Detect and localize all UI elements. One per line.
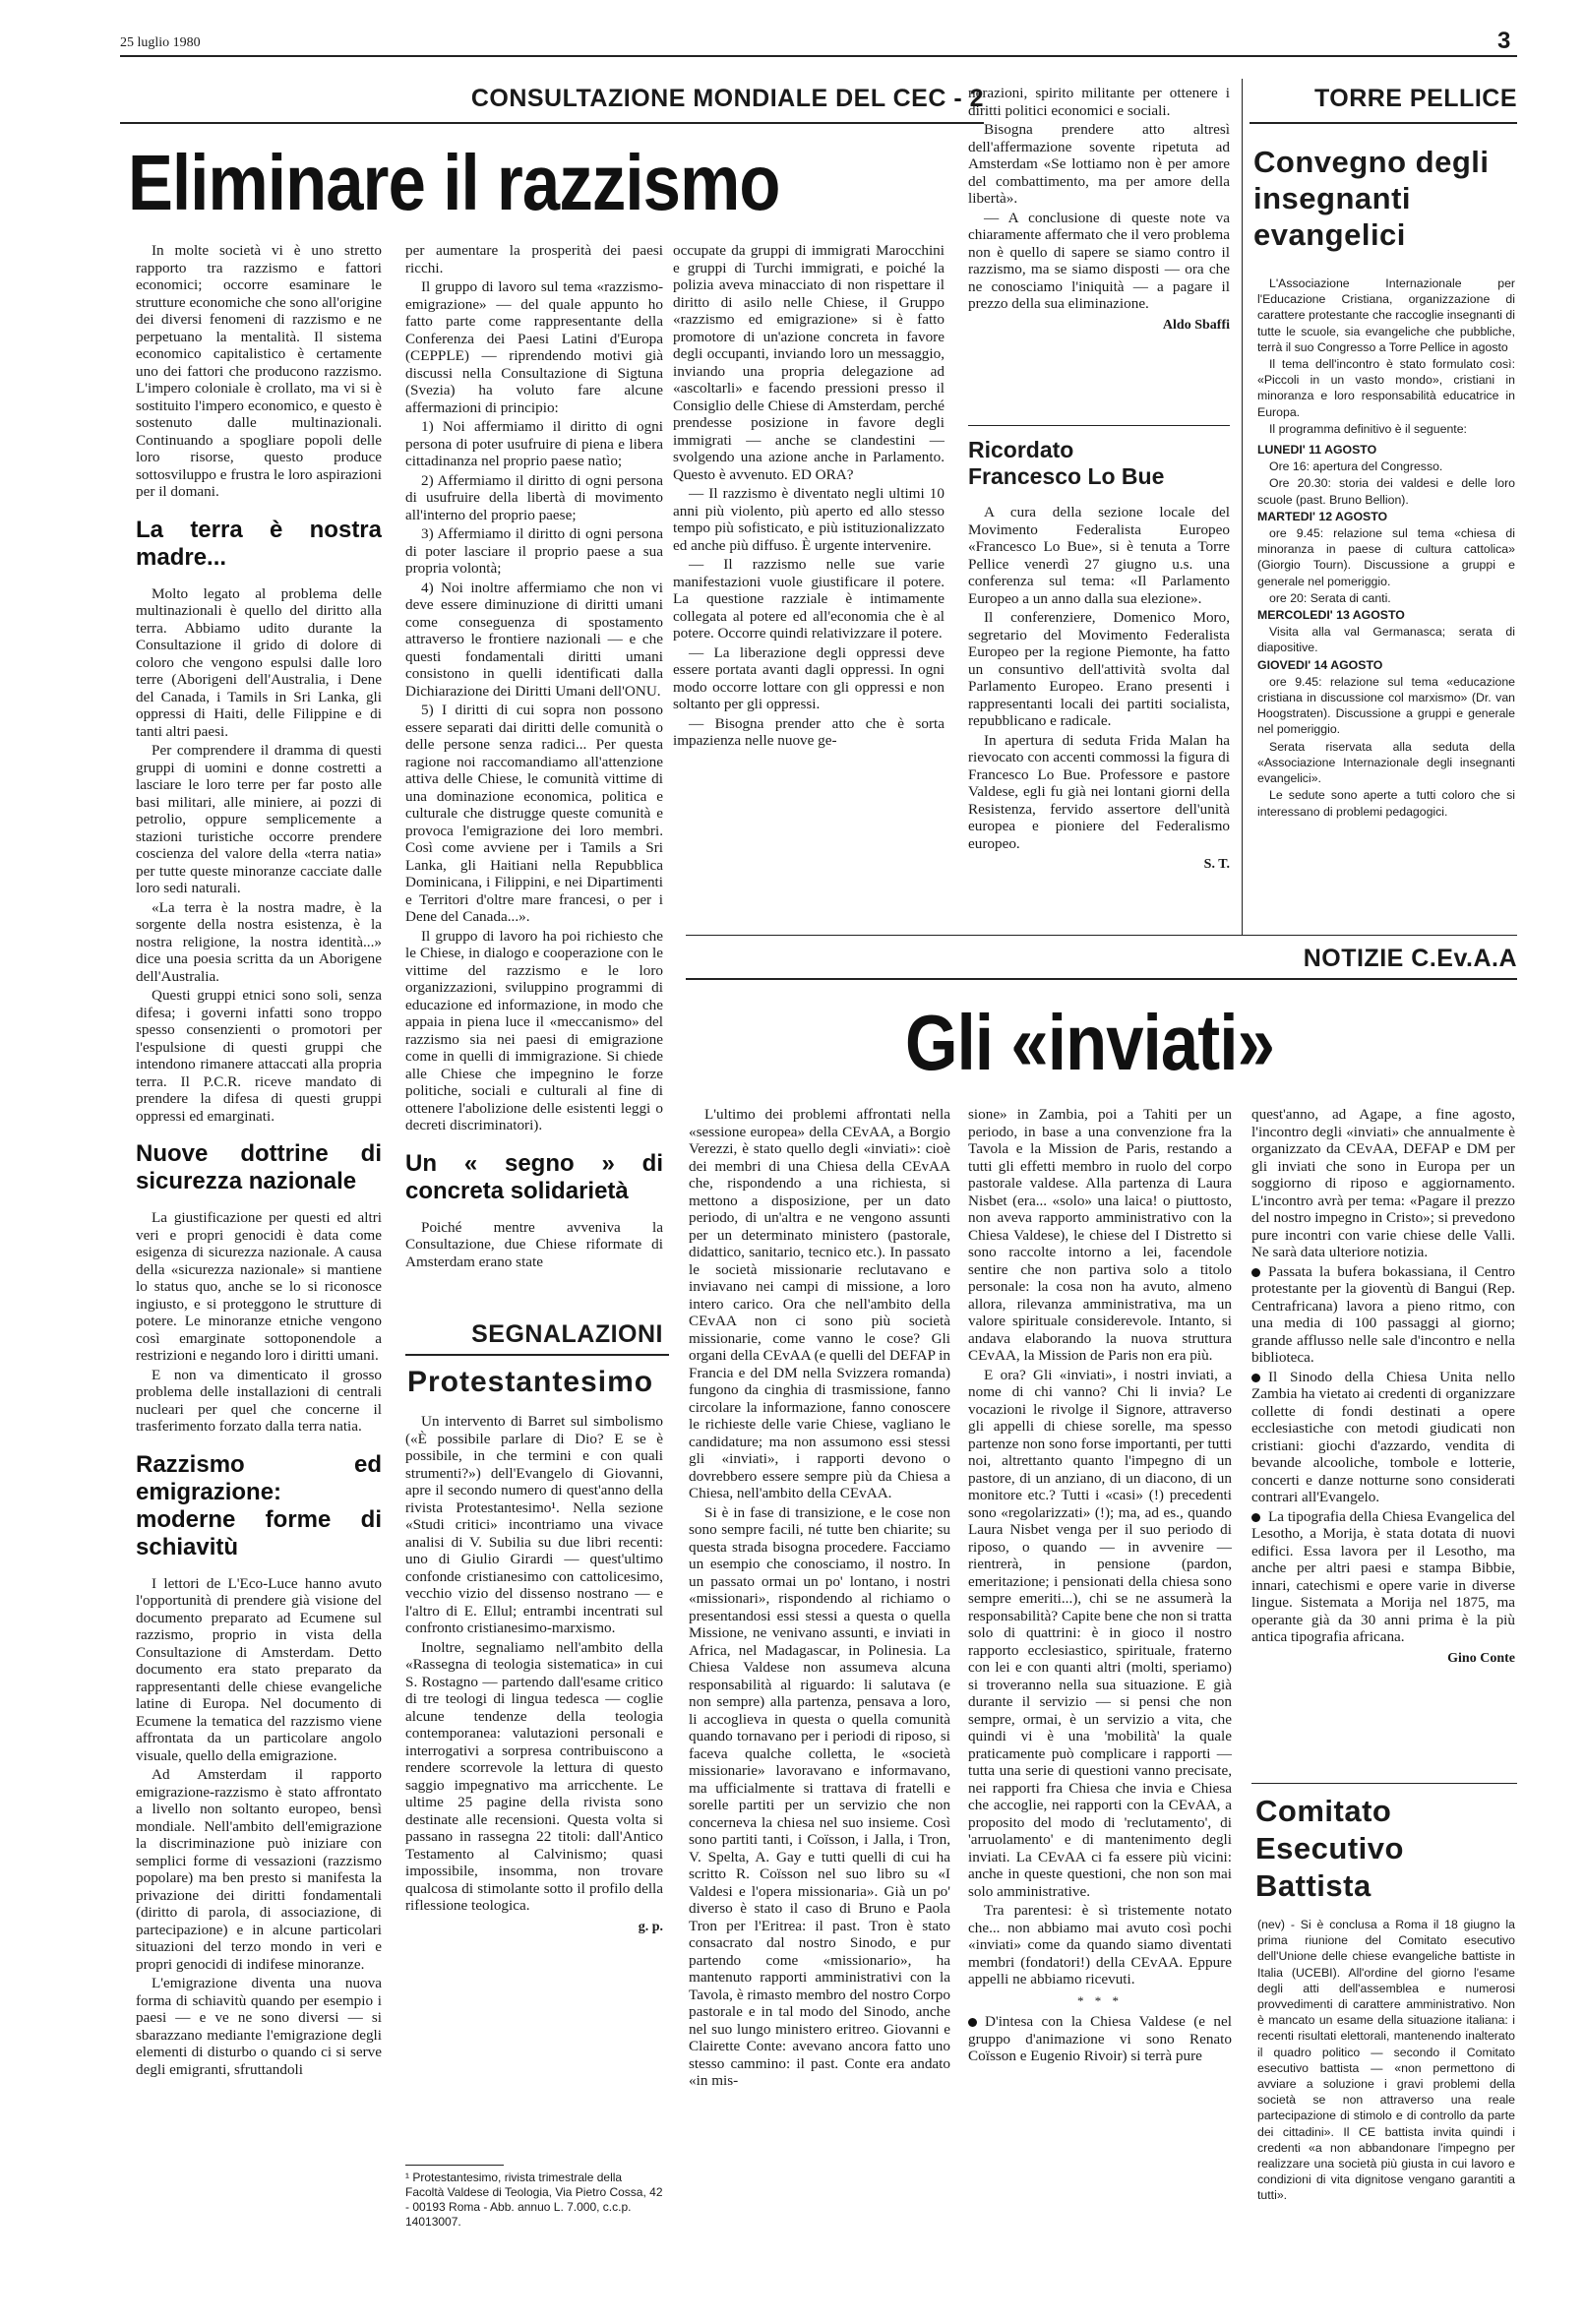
paragraph: La giustificazione per questi ed altri veri e propri genocidi è data come esigenza di sicurezza nazionale. A causa della «sicurezza nazionale» si mantiene lo status quo, anche se lo si riconosce ingiusto, e si proteggono le strutture di potere. Le minoranze etniche vengono così emarginate sottoponendole a restrizioni e negando loro i diritti umani. — [136, 1209, 382, 1364]
paragraph: Il gruppo di lavoro sul tema «razzismo-emigrazione» — del quale appunto ho fatto parte come rappresentante della Conferenza dei Paesi Latini d'Europa (CEPPLE) — riprendendo motivi già discussi nella Consultazione di Sigtuna (Svezia) ha voluto fare alcune affermazioni di principio: — [405, 278, 663, 416]
news-item-text: Il Sinodo della Chiesa Unita nello Zambia ha vietato ai credenti di organizzare collette di fondi destinati a opere ecclesiastiche con metodi giudicati non cristiani: giochi d'azzardo, vendita di bevande alcooliche, tombole e lotterie, concerti e danze notturne sono considerati contrari all'Evangelo. — [1251, 1368, 1515, 1505]
paragraph: Questi gruppi etnici sono soli, senza difesa; i governi infatti sono troppo spesso consenzienti o promotori per l'espulsione di questi gruppi che intendono rimanere attaccati alla propria terra. Il P.C.R. riceve mandato di prendere la difesa di questi gruppi oppressi ed emarginati. — [136, 987, 382, 1125]
footnote-rule — [405, 2165, 504, 2166]
schedule-day: GIOVEDI' 14 AGOSTO — [1257, 657, 1383, 672]
paragraph: — Il razzismo nelle sue varie manifestazioni vuole giustificare il potere. La questione razziale è intimamente collegata al potere ed all'economia che è al potere. Occorre quindi relativizzare il potere. — [673, 556, 945, 642]
signature: g. p. — [638, 1919, 663, 1934]
battista-title: Comitato Esecutivo Battista — [1255, 1794, 1404, 1903]
notizie-kicker: NOTIZIE C.Ev.A.A — [1303, 945, 1517, 972]
paragraph: Un intervento di Barret sul simbolismo («È possibile parlare di Dio? E se è possibile, in che termini e con quali strumenti?») dell'Evangelo di Giovanni, apre il secondo numero di quest'anno della rivista Protestantesimo¹. Nella sezione «Studi critici» incontriamo una vivace analisi di V. Subilia su due libri recenti: uno di Giulio Girardi — quest'ultimo confonde cristianesimo con cattolicesimo, vecchio vizio del dissenso nostrano — e l'altro di E. Ellul; entrambi incentrati sul confronto cristianesimo-marxismo. — [405, 1413, 663, 1636]
segnalazioni-body — [405, 1413, 663, 2161]
paragraph: Il programma definitivo è il seguente: — [1269, 421, 1467, 436]
paragraph: 1) Noi affermiamo il diritto di ogni persona di poter usufruire di piena e libera cittadinanza nel proprio paese natìo; — [405, 418, 663, 469]
main-title: Eliminare il razzismo — [128, 139, 780, 226]
subheading-emigrazione: Razzismo ed emigrazione: moderne forme di schiavitù — [136, 1450, 382, 1560]
lobue-rule — [968, 425, 1230, 426]
paragraph: occupate da gruppi di immigrati Marocchini e gruppi di Turchi immigrati, e poiché la polizia aveva minacciato di non rispettare il diritto di asilo nelle Chiese, il Gruppo «razzismo ed emigrazione» si è fatto promotore di un'azione concreta in favore degli occupanti, inviando loro un messaggio, inviando una propria delegazione ad «ascoltarli» e facendo pressioni presso il Consiglio delle Chiese di Amsterdam, perché prendesse posizione in favore degli immigrati — anche se clandestini — svolgendo una azione anche in Parlamento. Questo è avvenuto. ED ORA? — [673, 242, 945, 483]
news-item-text: Passata la bufera bokassiana, il Centro protestante per la gioventù di Bangui (Rep. Centrafricana) lavora a pieno ritmo, con una media di 100 passaggi al giorno; grande afflusso nelle sale d'incontro e nella biblioteca. — [1251, 1262, 1515, 1366]
segnalazioni-title: Protestantesimo — [407, 1366, 654, 1398]
paragraph: Tra parentesi: è sì tristemente notato che... non abbiamo mai avuto così pochi «inviati» come da quando siamo diventati membri (fondatori!) della CEvAA. Eppure appelli ne abbiamo ricevuti. — [968, 1902, 1232, 1988]
schedule-item: ore 9.45: relazione sul tema «chiesa di minoranza in paese di cultura cattolica» (Giorgio Tourn). Discussione a gruppi e generale nel pomeriggio. — [1257, 526, 1515, 588]
paragraph: Bisogna prendere atto altresì dell'affermazione sovente ripetuta ad Amsterdam «Se lottiamo non è per amore del combattimento, ma per amore della libertà». — [968, 121, 1230, 207]
subheading-terra: La terra è nostra madre... — [136, 516, 382, 571]
schedule-item: Serata riservata alla seduta della «Associazione Internazionale degli insegnanti evangelici». — [1257, 739, 1515, 786]
schedule-item: ore 9.45: relazione sul tema «educazione cristiana in discussione col marxismo» (Dr. van Hoogstraten). Discussione a gruppi e generale nel pomeriggio. — [1257, 674, 1515, 737]
paragraph: Poiché mentre avveniva la Consultazione, due Chiese riformate di Amsterdam erano state — [405, 1218, 663, 1270]
paragraph: 2) Affermiamo il diritto di ogni persona di usufruire della libertà di movimento all'interno del proprio paese; — [405, 471, 663, 523]
schedule-item: Visita alla val Germanasca; serata di diapositive. — [1257, 625, 1515, 655]
paragraph: Per comprendere il dramma di questi gruppi di uomini e donne costretti a lasciare le loro terre per far posto alle basi militari, alle miniere, ai pozzi di petrolio, oppure semplicemente a stazioni turistiche occorre prendere coscienza del valore della «terra natia» per tutte queste minoranze cacciate dalle loro sedi naturali. — [136, 742, 382, 896]
separator-stars: * * * — [1077, 1992, 1123, 2008]
paragraph: quest'anno, ad Agape, a fine agosto, l'incontro degli «inviati» che annualmente è organizzato da CEvAA, DEFAP e DM per gli inviati che sono in Europa per un soggiorno di riposo e aggiornamento. L'incontro avrà per tema: «Pagare il prezzo del nostro impegno in Cristo»; si prevedono pure incontri con varie chiese delle Valli. Ne sarà data ulteriore notizia. — [1251, 1106, 1515, 1260]
paragraph: In apertura di seduta Frida Malan ha rievocato con accenti commossi la figura di Francesco Lo Bue. Professore e pastore Valdese, egli fu già nei lontani giorni della Resistenza, fervido assertore dell'unità europea e pioniere del Federalismo europeo. — [968, 731, 1230, 852]
column-rule — [1242, 79, 1243, 935]
notizie-col-3 — [1251, 1106, 1515, 1765]
paragraph: «La terra è la nostra madre, è la sorgente della nostra esistenza, è la nostra religione, la nostra identità...» dice una poesia scritta da un Aborigene dell'Australia. — [136, 898, 382, 985]
paragraph: Il conferenziere, Domenico Moro, segretario del Movimento Federalista Europeo per la regione Piemonte, ha fatto un consuntivo dell'attività svolta dal Parlamento Europeo. Erano presenti i rappresentanti locali dei partiti socialista, repubblicano e radicale. — [968, 609, 1230, 729]
paragraph: A cura della sezione locale del Movimento Federalista Europeo «Francesco Lo Bue», si è tenuta a Torre Pellice venerdì 27 giugno u.s. una conferenza sul tema: «Il Parlamento Europeo a un anno dalla sua elezione». — [968, 504, 1230, 607]
signature: Aldo Sbaffi — [1162, 317, 1230, 333]
paragraph: Molto legato al problema delle multinazionali è quello del diritto alla terra. Abbiamo udito durante la Consultazione il grido di dolore di coloro che vengono espulsi dalle loro terre (Aborigeni dell'Australia, i Dene del Canada, i Tamils in Sri Lanka, gli oppressi di Haiti, delle Filippine e di tanti altri paesi. — [136, 584, 382, 740]
paragraph: Inoltre, segnaliamo nell'ambito della «Rassegna di teologia sistematica» in cui S. Rostagno — partendo dall'esame critico di tre teologi di lingua tedesca — coglie alcune tendenze della teologia contemporanea: valutazioni personali e interrogativi a sorpresa contribuiscono a rendere scorrevole la lettura di questo saggio impegnativo ma arricchente. Le ultime 25 pagine della rivista sono destinate alle recensioni. Questa volta si passano in rassegna 22 titoli: dall'Antico Testamento al Calvinismo; quasi impossibile, insomma, non trovare qualcosa di stimolante sotto il profilo della riflessione teologica. — [405, 1638, 663, 1914]
paragraph: — La liberazione degli oppressi deve essere portata avanti dagli oppressi. In ogni modo occorre lottare con gli oppressi e non soltanto per gli oppressi. — [673, 643, 945, 712]
news-item — [1251, 1508, 1515, 1646]
paragraph: — A conclusione di queste note va chiaramente affermato che il vero problema non è quello di sapere se siamo contro il razzismo, ma se siamo disposti — ora che ne conosciamo l'iniquità — a pagare il prezzo della sua eliminazione. — [968, 209, 1230, 312]
paragraph: 5) I diritti di cui sopra non possono essere separati dai diritti delle comunità o delle persone senza radici... Per questa ragione noi raccomandiamo all'attenzione attiva delle Chiese, le comunità vittime di una dominazione economica, politica e culturale che distrugge queste comunità e provoca l'emigrazione dei loro membri. Così come avviene per i Tamils a Sri Lanka, gli Haitiani nella Repubblica Dominicana, i Filippini, e nei Dipartimenti e Territori d'oltre mare francesi, o per i Dene del Canada...». — [405, 702, 663, 925]
battista-body — [1257, 1917, 1515, 2305]
news-item — [1251, 1263, 1515, 1367]
paragraph: — Bisogna prender atto che è sorta impazienza nelle nuove ge- — [673, 714, 945, 749]
main-col-2 — [405, 242, 663, 1285]
main-col-4 — [968, 85, 1230, 478]
segnalazioni-kicker: SEGNALAZIONI — [471, 1320, 663, 1348]
torre-body — [1257, 275, 1515, 925]
schedule-item: Ore 20.30: storia dei valdesi e delle loro scuole (past. Bruno Bellion). — [1257, 476, 1515, 507]
main-kicker-rule — [120, 122, 984, 124]
segnalazioni-footnote: ¹ Protestantesimo, rivista trimestrale della Facoltà Valdese di Teologia, Via Pietro Cossa, 42 - 00193 Roma - Abb. annuo L. 7.000, c.c.p. 14013007. — [405, 2171, 663, 2229]
paragraph: E non va dimenticato il grosso problema delle installazioni di centrali nucleari per quel che concerne il trasferimento forzato dalla terra natia. — [136, 1366, 382, 1435]
torre-kicker: TORRE PELLICE — [1313, 85, 1517, 112]
paragraph: 4) Noi inoltre affermiamo che non vi deve essere diminuzione di diritti umani come conseguenza di spostamento attraverso le frontiere nazionali — e che questi fondamentali diritti umani consistono in quelli identificati dalla Dichiarazione dei Diritti Umani dell'ONU. — [405, 579, 663, 700]
notizie-col-1 — [689, 1106, 950, 2306]
paragraph: I lettori de L'Eco-Luce hanno avuto l'opportunità di prendere già visione del documento preparato ad Ecumene sul razzismo, proprio in vista della Consultazione di Amsterdam. Detto documento era stato preparato da rappresentanti delle chiese evangeliche latine di Europa. Nel documento di Ecumene la tematica del razzismo viene affrontata da un particolare angolo visuale, quello della emigrazione. — [136, 1574, 382, 1764]
paragraph: E ora? Gli «inviati», i nostri inviati, a nome di chi vanno? Chi li invia? Le vocazioni le rivolge il Signore, attraverso gli appelli di chiese sorelle, ma spesso partenze non sono forse importanti, per tutti noi, altrettanto quanto l'impegno di un pastore, di un anziano, di un diacono, di un monitore etc.? Tutti i «casi» (!) precedenti sono «regolarizzati» (!); ma, ad es., quando Laura Nisbet venga per il suo periodo di riposo, o quando — in avvenire — rientrerà, in pensione (pardon, emeritazione; i pensionati della chiesa sono sempre emeriti...), chi se ne assumerà la responsabilità? Capite bene che non si tratta solo di quattrini: è in gioco il nostro rapporto ecclesiastico, spirituale, fraterno con lei e con quanti altri (molti, speriamo) si troveranno nella sua situazione. E già durante il servizio — si pensi che non sempre, ormai, è un servizio a vita, che quindi vi è una 'mobilità' la quale praticamente può complicare i rapporti — tutta una serie di questioni vanno precisate, nei rapporti fra Chiesa che invia e Chiesa che accoglie, nei rapporti con la CEvAA, a proposito del modo di 'reclutamento', di 'arruolamento' e di mantenimento degli inviati. La CEvAA ci fa essere più vicini: anche in queste questioni, che non son mai solo amministrative. — [968, 1366, 1232, 1900]
torre-kicker-rule — [1250, 122, 1517, 124]
bullet-icon — [1251, 1513, 1260, 1522]
lobue-article — [968, 437, 1230, 919]
paragraph: — Il razzismo è diventato negli ultimi 10 anni più violento, più aperto ed allo stesso tempo più sofisticato, e più istituzionalizzato ed anche più diffuso. È urgente intervenire. — [673, 485, 945, 554]
main-col-1 — [136, 242, 382, 2308]
news-item-text: D'intesa con la Chiesa Valdese (e nel gruppo d'animazione vi sono Renato Coïsson e Eugenio Rivoir) si terrà pure — [968, 2013, 1232, 2064]
paragraph: per aumentare la prosperità dei paesi ricchi. — [405, 242, 663, 276]
torre-title: Convegno degli insegnanti evangelici — [1253, 145, 1490, 252]
segnalazioni-rule — [405, 1354, 669, 1356]
schedule-day: MARTEDI' 12 AGOSTO — [1257, 509, 1388, 523]
paragraph: Si è in fase di transizione, e le cose non sono sempre facili, né tutte ben chiarite; su questa strada bisogna procedere. Facciamo un esempio che conosciamo, il nostro. In un passato ormai un po' lontano, i nostri «missionari», rispondendo al richiamo o presentandosi essi stessi a questa o quella Missione, ne venivano assunti, e inviati in Africa, nel Madagascar, in Polinesia. La Chiesa Valdese non assumeva alcuna responsabilità al riguardo: li salutava (e non sempre) alla partenza, pensava a loro, li accoglieva in questa o quella comunità quando tornavano per i periodi di riposo, si faceva qualche colletta, le «società missionarie» lavoravano e informavano, ma ufficialmente si trattava di fratelli e sorelle partiti per un servizio che non concerneva la chiesa nel suo insieme. Così sono partiti tanti, i Coïsson, i Jalla, i Tron, V. Spelta, A. Gay e tutti quelli di cui ha scritto R. Coïsson nel suo libro su «I Valdesi e l'opera missionaria». Già un po' diverso è stato il caso di Bruno e Paola Tron per l'Eritrea: il past. Tron è stato consacrato dal nostro Sinodo, e pur partendo come «missionario», ha mantenuto rapporti amministrativi con la Tavola, è rimasto membro del nostro Corpo pastorale e in tal modo del Sinodo, anche nel suo lungo ministero eritreo. Giovanni e Clairette Conte: avevano ancora fatto uno stesso cammino: il past. Conte era andato «in mis- — [689, 1503, 950, 2089]
subheading-sicurezza: Nuove dottrine di sicurezza nazionale — [136, 1140, 382, 1194]
main-intro: In molte società vi è uno stretto rapporto tra razzismo e fattori economici; occorre esaminare le strutture economiche che sono all'origine dei diversi fenomeni di razzismo e ne perpetuano la mentalità. Il sistema economico capitalistico è certamente uno dei fattori che producono razzismo. L'impero coloniale è crollato, ma vi si è sostituito l'impero economico, e questo è sostenuto dalle multinazionali. Continuando a spogliare popoli delle loro risorse, questo produce sottosviluppo e frustra le loro aspirazioni per il domani. — [136, 242, 382, 500]
schedule-item: Ore 16: apertura del Congresso. — [1269, 459, 1443, 474]
paragraph: Il gruppo di lavoro ha poi richiesto che le Chiese, in dialogo e cooperazione con le vittime del razzismo e le loro organizzazioni, sviluppino programmi di educazione ed informazione, in modo che appaia in piena luce il «meccanismo» del razzismo sia nei paesi di emigrazione come in quelli di immigrazione. Si chiede alle Chiese che impegnino le forze politiche, sociali e culturali al fine di ottenere l'abolizione delle esistenti leggi o decreti discriminatori). — [405, 927, 663, 1133]
lobue-title: Ricordato Francesco Lo Bue — [968, 437, 1165, 489]
schedule-item: Le sedute sono aperte a tutti coloro che si interessano di problemi pedagogici. — [1257, 788, 1515, 819]
bullet-icon — [968, 2018, 977, 2027]
paragraph: sione» in Zambia, poi a Tahiti per un periodo, in base a una convenzione fra la Tavola e la Mission de Paris, restando a tutti gli effetti membro in ruolo del corpo pastorale valdese. Alla partenza di Laura Nisbet (era... «solo» una laica! o piuttosto, non aveva rapporto amministrativo con la Chiesa Valdese), le chiese del I Distretto si sono raccolte intorno a lei, facendole sentire che non partiva solo a titolo personale: la cosa non ha avuto, almeno allora, rilevanza amministrativa, ma un valore spirituale considerevole. Intanto, si andava elaborando la nuova struttura CEvAA, la Mission de Paris non era più. — [968, 1106, 1232, 1364]
signature: Gino Conte — [1447, 1650, 1515, 1666]
battista-rule — [1251, 1783, 1517, 1784]
paragraph: L'emigrazione diventa una nuova forma di schiavitù quando per esempio i paesi — e ve ne sono diversi — si sbarazzano mediante l'emigrazione degli elementi di disturbo o quando ci si serve degli emigranti, sfruttandoli — [136, 1975, 382, 2078]
paragraph: Il tema dell'incontro è stato formulato così: «Piccoli in un vasto mondo», cristiani in minoranza e loro responsabilità educatrice in Europa. — [1257, 357, 1515, 419]
paragraph: (nev) - Si è conclusa a Roma il 18 giugno la prima riunione del Comitato esecutivo dell'Unione delle chiese evangeliche battiste in Italia (UCEBI). All'ordine del giorno l'esame degli atti dell'assemblea e numerosi provvedimenti di carattere amministrativo. Non è mancato un esame della situazione italiana: i recenti risultati elettorali, mantenendo inalterato il quadro politico — secondo il Comitato esecutivo battista — «non permettono di avviare a soluzione i gravi problemi della società se non attraverso una reale partecipazione di stimolo e di controllo da parte dei cittadini». Il CE battista invita quindi i credenti «a non abbandonare l'impegno per realizzare una società più giusta in cui lavoro e condizioni di vita dignitose vengano garantiti a tutti». — [1257, 1918, 1515, 2203]
paragraph: nerazioni, spirito militante per ottenere i diritti politici economici e sociali. — [968, 85, 1230, 119]
page-number: 3 — [1497, 28, 1511, 54]
notizie-col-2 — [968, 1106, 1232, 2306]
notizie-kicker-rule — [686, 978, 1517, 980]
paragraph: Ad Amsterdam il rapporto emigrazione-razzismo è stato affrontato a livello non soltanto europeo, bensì mondiale. Nell'ambito dell'emigrazione la discriminazione può iniziare con semplici forme di vessazioni (razzismo popolare) ma ben presto si manifesta la privazione dei diritti fondamentali (diritto di parola, di associazione, di partecipazione) e in alcune particolari situazioni del terzo mondo in veri e propri genocidi di indifese minoranze. — [136, 1766, 382, 1973]
subheading-segno: Un « segno » di concreta solidarietà — [405, 1149, 663, 1204]
paragraph: 3) Affermiamo il diritto di ogni persona di poter lasciare il proprio paese a sua propria volontà; — [405, 525, 663, 577]
notizie-title: Gli «inviati» — [905, 999, 1275, 1086]
notizie-top-rule — [686, 935, 1517, 936]
news-item — [1251, 1369, 1515, 1506]
news-item — [968, 2013, 1232, 2065]
main-kicker: CONSULTAZIONE MONDIALE DEL CEC - 2 — [470, 85, 984, 112]
paragraph: L'Associazione Internazionale per l'Educazione Cristiana, organizzazione di carattere protestante che raccoglie insegnanti di tutte le scuole, sia evangeliche che pubbliche, terrà il suo Congresso a Torre Pellice in agosto — [1257, 276, 1515, 354]
header-rule — [120, 55, 1517, 57]
schedule-day: MERCOLEDI' 13 AGOSTO — [1257, 608, 1405, 623]
schedule-day: LUNEDI' 11 AGOSTO — [1257, 443, 1377, 458]
paragraph: L'ultimo dei problemi affrontati nella «sessione europea» della CEvAA, a Borgio Verezzi, è stato quello degli «inviati»: cioè dei membri di una Chiesa della CEvAA che, rispondendo a una richiesta, si mettono a disposizione, per un dato periodo, di un'altra e ne vengono assunti per un determinato ministero (pastorale, didattico, sanitario, tecnico etc.). In passato le società missionarie reclutavano e inviavano nei campi di missione, a loro intero carico. Ora che nell'ambito della CEvAA non ci sono più società missionarie, come vanno le cose? Gli organi della CEvAA (e quelli del DEFAP in Francia e del DM nella Svizzera romanda) fungono da cinghia di trasmissione, fanno circolare la informazione, fanno conoscere le richieste delle varie Chiese, vagliano le candidature; ma non assumono essi stessi gli «inviati», i rapporti devono o dovrebbero essere sempre più da Chiesa a Chiesa, nell'ambito della CEvAA. — [689, 1106, 950, 1501]
news-item-text: La tipografia della Chiesa Evangelica del Lesotho, a Morija, è stata dotata di nuovi edifici. Essa lavora per il Lesotho, ma anche per altri paesi e stampa Bibbie, innari, catechismi e opere varie in diverse lingue. Sistemata a Morija nel 1875, ma operante già da 30 anni prima è la più antica tipografia africana. — [1251, 1507, 1515, 1645]
issue-date: 25 luglio 1980 — [120, 35, 201, 50]
signature: S. T. — [1203, 857, 1230, 872]
bullet-icon — [1251, 1374, 1260, 1382]
schedule-item: ore 20: Serata di canti. — [1269, 590, 1391, 605]
main-col-3 — [673, 242, 945, 891]
bullet-icon — [1251, 1268, 1260, 1277]
